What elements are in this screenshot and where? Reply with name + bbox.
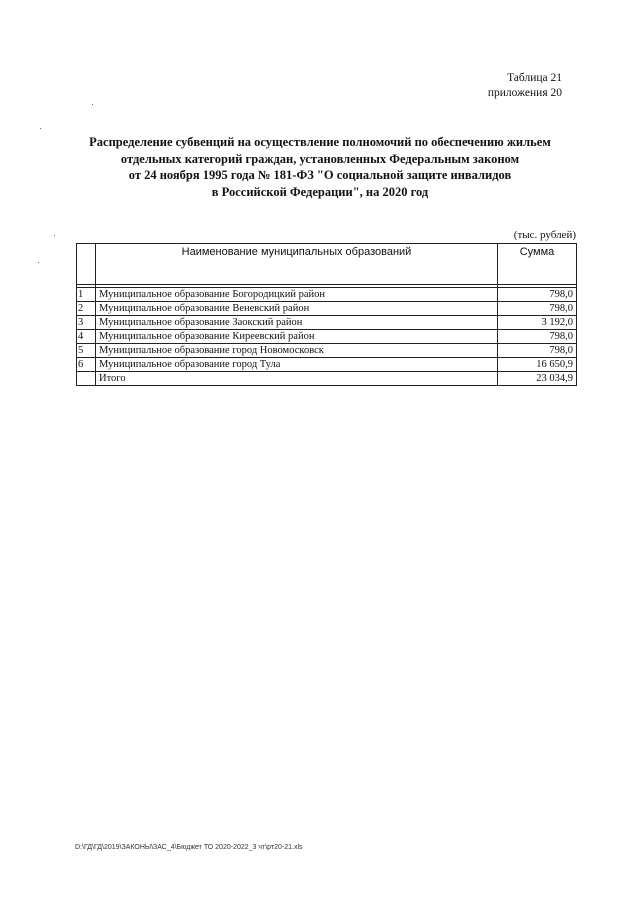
table-row [77,344,577,358]
row-number: 5 [77,344,96,358]
row-name: Муниципальное образование Киреевский район [96,330,498,344]
total-label: Итого [96,372,498,386]
row-name: Муниципальное образование Богородицкий район [96,288,498,302]
table-number-label: Таблица 21 [507,72,562,84]
title-line-2: отдельных категорий граждан, установленных Федеральным законом [120,151,520,166]
row-sum: 16 650,9 [498,358,577,372]
row-name: Муниципальное образование город Тула [96,358,498,372]
row-name: Муниципальное образование Веневский район [96,302,498,316]
title-line-4: в Российской Федерации", на 2020 год [211,184,429,199]
scan-speck [38,262,39,263]
appendix-label: приложения 20 [487,87,562,99]
title-line-1: Распределение субвенций на осуществление полномочий по обеспечению жильем [89,135,551,149]
column-header-sum: Сумма [498,244,577,285]
row-number: 4 [77,330,96,344]
row-sum: 3 192,0 [498,316,577,330]
document-title [60,134,580,200]
unit-note: (тыс. рублей) [513,229,576,241]
row-number: 1 [77,288,96,302]
scan-speck [40,128,41,129]
table-total-row [77,372,577,386]
table-row [77,358,577,372]
row-sum: 798,0 [498,330,577,344]
table-row [77,302,577,316]
table-row [77,316,577,330]
title-line-3: от 24 ноября 1995 года № 181-ФЗ "О социальной защите инвалидов [128,168,512,182]
row-name: Муниципальное образование город Новомосковск [96,344,498,358]
row-sum: 798,0 [498,288,577,302]
total-sum: 23 034,9 [498,372,577,386]
subvention-table [76,243,577,386]
row-sum: 798,0 [498,344,577,358]
scan-speck [54,235,55,236]
column-header-number [77,244,96,285]
scan-speck [92,104,93,105]
table-row [77,330,577,344]
file-path-footer: D:\ГД\ГД\2019\ЗАКОНЫ\ЗАС_4\Бюджет ТО 2020-2022_3 чт\рт20-21.xls [75,844,303,851]
table-header-row [77,244,577,285]
row-number: 2 [77,302,96,316]
row-number: 6 [77,358,96,372]
row-number: 3 [77,316,96,330]
row-sum: 798,0 [498,302,577,316]
row-name: Муниципальное образование Заокский район [96,316,498,330]
total-number [77,372,96,386]
column-header-name: Наименование муниципальных образований [96,244,498,285]
table-row [77,288,577,302]
table-reference [488,71,562,101]
